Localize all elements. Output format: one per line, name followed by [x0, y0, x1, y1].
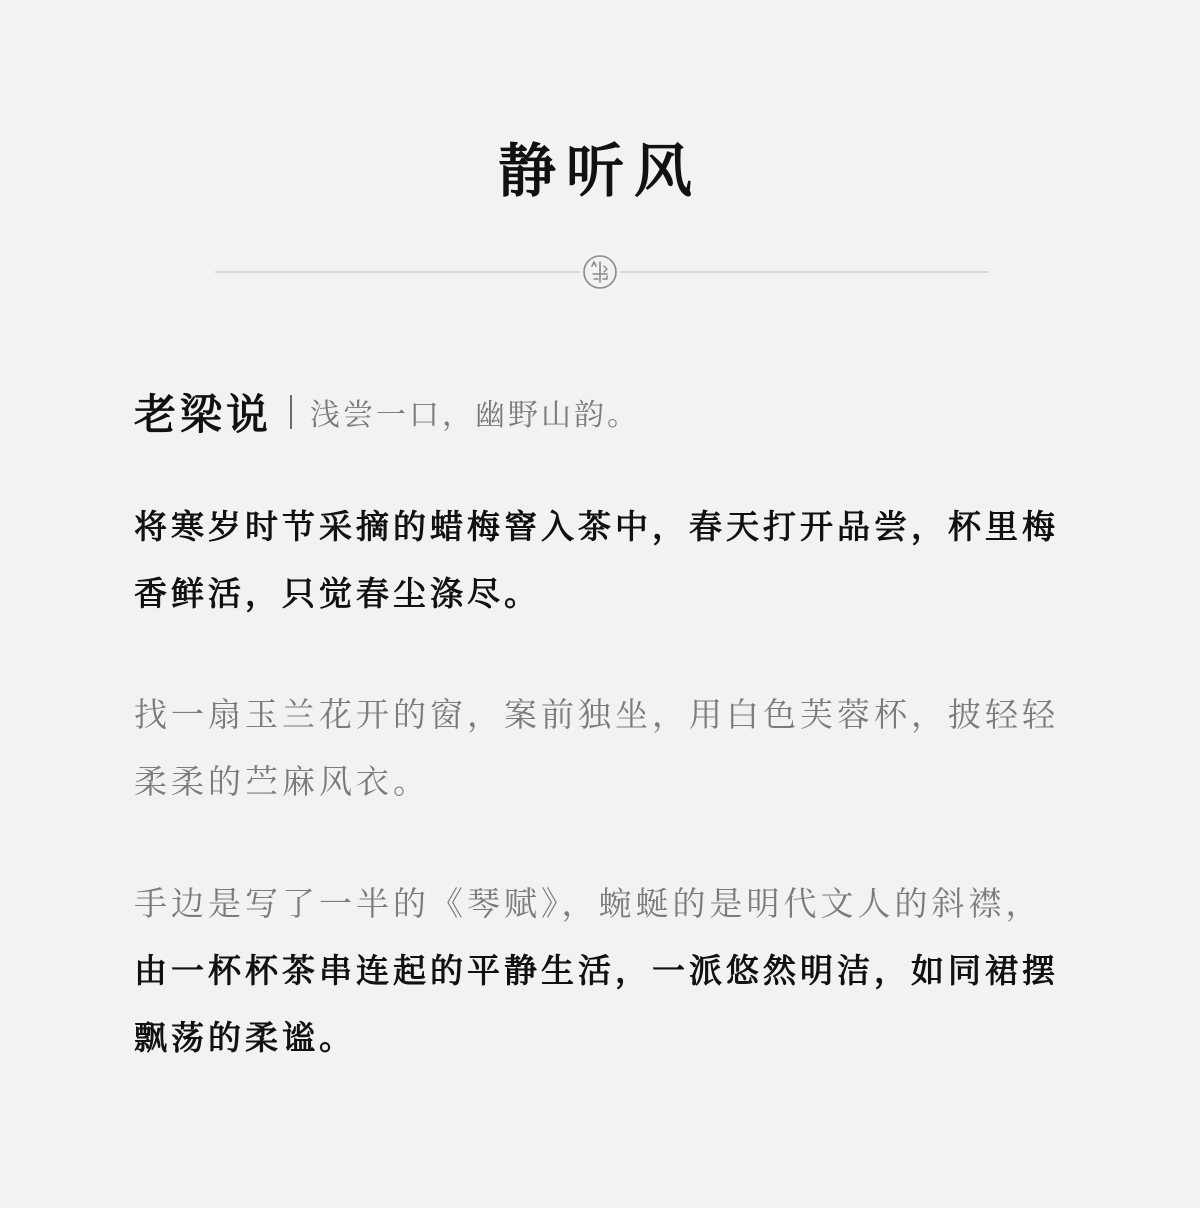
intro-separator	[290, 395, 292, 429]
page-title: 静听风	[497, 137, 702, 205]
paragraph-3-dark-text: 由一杯杯茶串连起的平静生活，一派悠然明洁，如同裙摆飘荡的柔谧。	[134, 951, 1059, 1057]
intro-row	[134, 386, 640, 438]
seal-icon	[580, 252, 620, 292]
paragraph-2: 找一扇玉兰花开的窗，案前独坐，用白色芙蓉杯，披轻轻柔柔的苎麻风衣。	[134, 695, 1059, 801]
paragraph-3-light-text: 手边是写了一半的《琴赋》，蜿蜒的是明代文人的斜襟，	[134, 884, 1043, 923]
intro-text: 浅尝一口，幽野山韵。	[310, 398, 641, 433]
intro-label: 老梁说	[134, 390, 273, 439]
paragraph-3	[134, 870, 1074, 1071]
paragraph-1: 将寒岁时节采摘的蜡梅窨入茶中，春天打开品尝，杯里梅香鲜活，只觉春尘涤尽。	[134, 507, 1059, 613]
